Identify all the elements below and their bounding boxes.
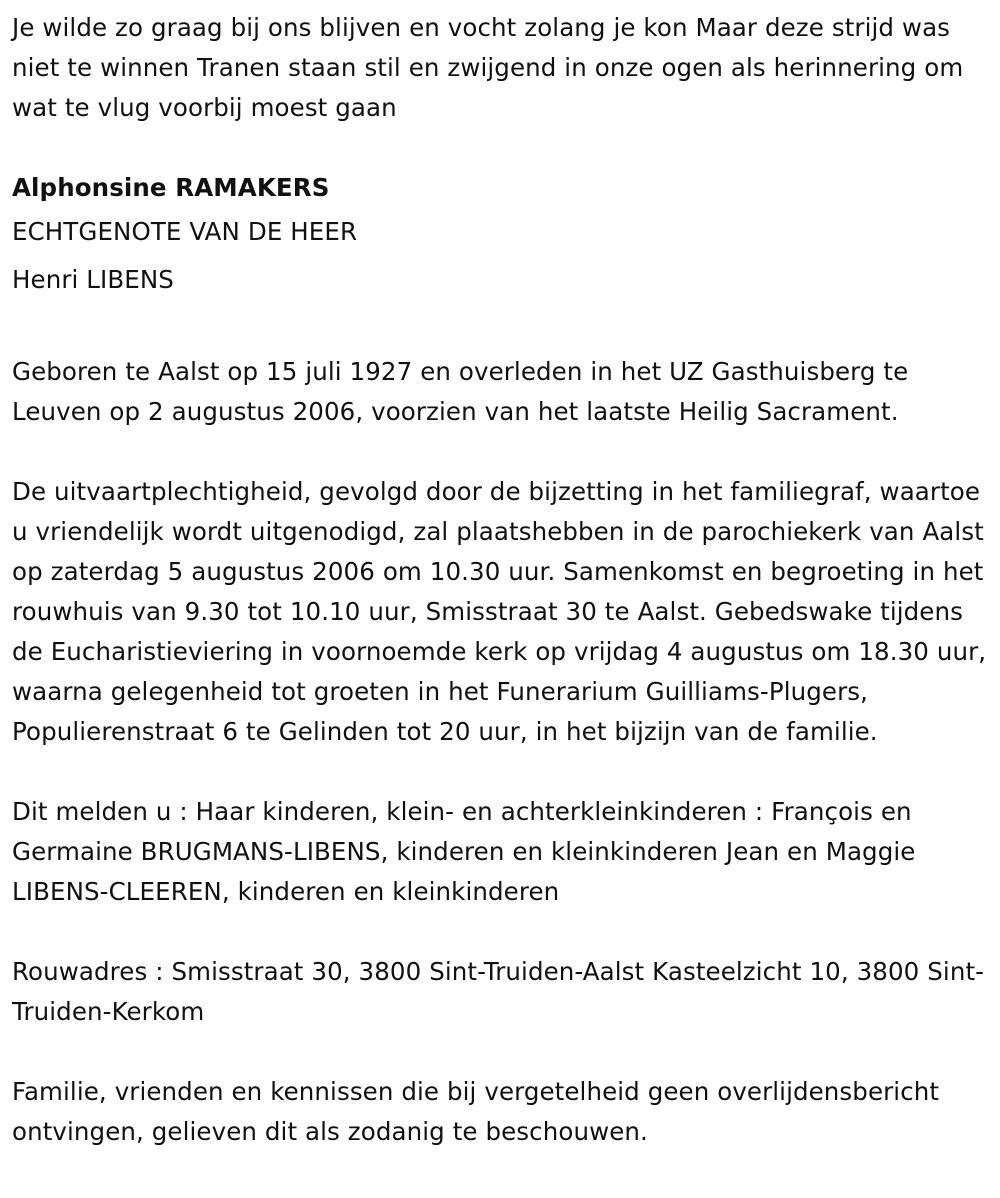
birth-death-paragraph: Geboren te Aalst op 15 juli 1927 en overleden in het UZ Gasthuisberg te Leuven op 2 augustus 2006, voorzien van het laatste Heilig Sacrament. (12, 357, 909, 426)
spacer (12, 1032, 992, 1072)
closing-paragraph: Familie, vrienden en kennissen die bij vergetelheid geen overlijdensbericht ontvingen, gelieven dit als zodanig te beschouwen. (12, 1077, 940, 1146)
obituary-document (12, 8, 992, 1152)
address-paragraph: Rouwadres : Smisstraat 30, 3800 Sint-Truiden-Aalst Kasteelzicht 10, 3800 Sint-Truiden-Kerkom (12, 957, 985, 1026)
spacer (12, 912, 992, 952)
announcers-paragraph: Dit melden u : Haar kinderen, klein- en achterkleinkinderen : François en Germaine BRUGMANS-LIBENS, kinderen en kleinkinderen Jean en Maggie LIBENS-CLEEREN, kinderen en kleinkinderen (12, 797, 916, 906)
spouse-name: Henri LIBENS (12, 265, 174, 294)
spacer (12, 128, 992, 168)
ceremony-paragraph: De uitvaartplechtigheid, gevolgd door de bijzetting in het familiegraf, waartoe u vriendelijk wordt uitgenodigd, zal plaatshebben in de parochiekerk van Aalst op zaterdag 5 augustus 2006 om 10.30 uur. Samenkomst en begroeting in het rouwhuis van 9.30 tot 10.10 uur, Smisstraat 30 te Aalst. Gebedswake tijdens de Eucharistieviering in voornoemde kerk op vrijdag 4 augustus om 18.30 uur, waarna gelegenheid tot groeten in het Funerarium Guilliams-Plugers, Populierenstraat 6 te Gelinden tot 20 uur, in het bijzijn van de familie. (12, 477, 987, 746)
relation-line: ECHTGENOTE VAN DE HEER (12, 217, 358, 246)
deceased-name: Alphonsine RAMAKERS (12, 173, 330, 202)
intro-paragraph: Je wilde zo graag bij ons blijven en vocht zolang je kon Maar deze strijd was niet te winnen Tranen staan stil en zwijgend in onze ogen als herinnering om wat te vlug voorbij moest gaan (12, 13, 964, 122)
spacer (12, 304, 992, 312)
spacer (12, 312, 992, 352)
spacer (12, 432, 992, 472)
spacer (12, 752, 992, 792)
